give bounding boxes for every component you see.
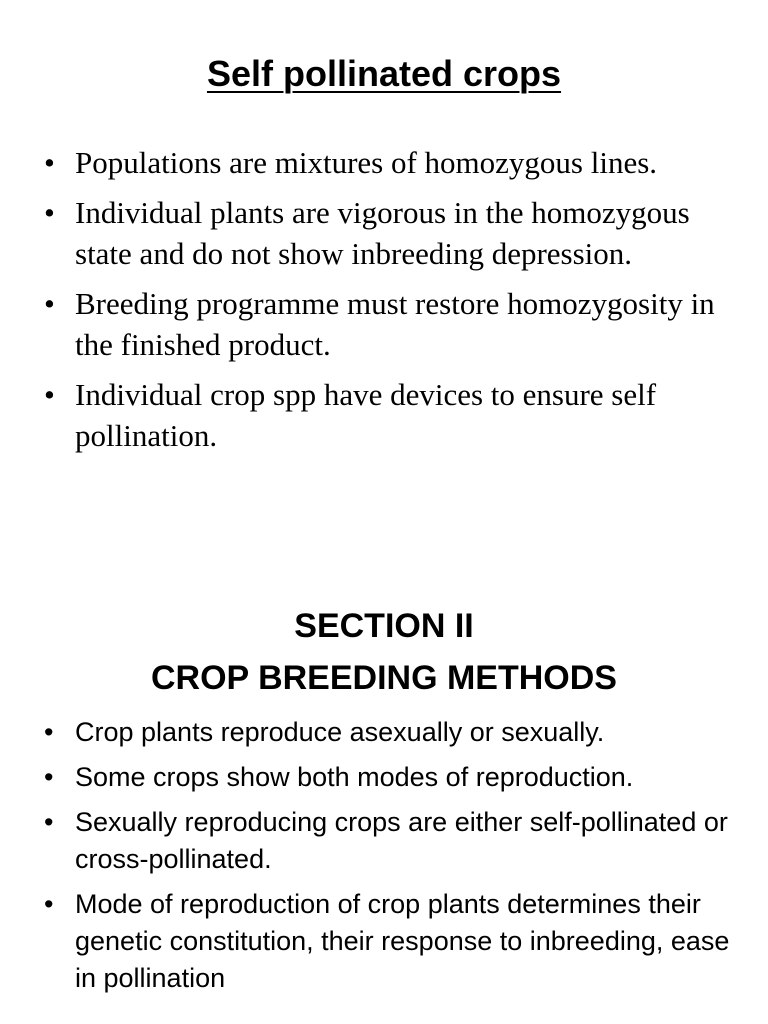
list-item [0, 714, 730, 751]
list-item [0, 192, 740, 274]
list-item [0, 886, 730, 997]
bullet-marker: • [44, 762, 54, 792]
self-pollinated-bullet-list [0, 142, 740, 465]
page-title: Self pollinated crops [206, 53, 562, 94]
section-heading [0, 600, 768, 704]
list-item-text: Breeding programme must restore homozygosity in the finished product. [75, 286, 715, 362]
bullet-marker: • [44, 889, 54, 919]
breeding-methods-bullet-list [0, 714, 730, 1005]
list-item-text: Mode of reproduction of crop plants determines their genetic constitution, their response to inbreeding, ease in pollination [75, 889, 730, 993]
list-item-text: Some crops show both modes of reproduction. [75, 762, 634, 792]
bullet-marker: • [44, 377, 55, 412]
list-item [0, 142, 740, 183]
bullet-marker: • [44, 195, 55, 230]
list-item [0, 759, 730, 796]
list-item-text: Individual crop spp have devices to ensure self pollination. [75, 377, 657, 453]
list-item-text: Individual plants are vigorous in the homozygous state and do not show inbreeding depression. [75, 195, 690, 271]
list-item [0, 283, 740, 365]
bullet-marker: • [44, 286, 55, 321]
bullet-marker: • [44, 145, 55, 180]
section-label: SECTION II [294, 607, 474, 645]
bullet-marker: • [44, 717, 54, 747]
section-title: CROP BREEDING METHODS [151, 659, 617, 697]
list-item [0, 804, 730, 878]
list-item [0, 374, 740, 456]
list-item-text: Crop plants reproduce asexually or sexually. [75, 717, 605, 747]
bullet-marker: • [44, 807, 54, 837]
list-item-text: Sexually reproducing crops are either self-pollinated or cross-pollinated. [75, 807, 728, 874]
list-item-text: Populations are mixtures of homozygous lines. [75, 145, 658, 180]
